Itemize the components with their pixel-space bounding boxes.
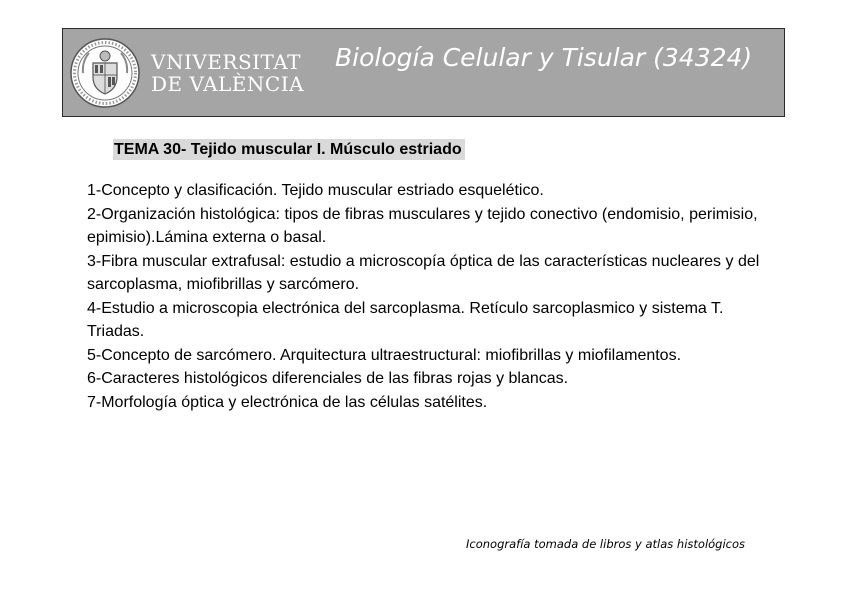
list-item: 5-Concepto de sarcómero. Arquitectura ultraestructural: miofibrillas y miofilamentos.	[87, 346, 682, 364]
header-banner	[62, 28, 785, 117]
list-item: 2-Organización histológica: tipos de fibras musculares y tejido conectivo (endomisio, perimisio, epimisio).Lámina externa o basal.	[87, 205, 758, 246]
syllabus-list	[87, 179, 777, 414]
list-item: 6-Caracteres histológicos diferenciales de las fibras rojas y blancas.	[87, 370, 569, 387]
list-item: 3-Fibra muscular extrafusal: estudio a microscopía óptica de las características nucleares y del sarcoplasma, miofibrillas y sarcómero.	[87, 252, 760, 293]
list-item: 1-Concepto y clasificación. Tejido muscular estriado esquelético.	[87, 182, 544, 199]
course-title: Biología Celular y Tisular (34324)	[335, 43, 753, 72]
footer-note: Iconografía tomada de libros y atlas histológicos	[466, 537, 746, 551]
university-name-line2: DE VALÈNCIA	[151, 72, 305, 96]
topic-title: TEMA 30- Tejido muscular I. Músculo estriado	[113, 139, 465, 160]
university-seal-icon	[69, 37, 141, 109]
university-name-line1: VNIVERSITAT	[151, 50, 301, 74]
list-item: 4-Estudio a microscopia electrónica del sarcoplasma. Retículo sarcoplasmico y sistema T. Triadas.	[87, 299, 724, 340]
university-name	[151, 51, 304, 95]
list-item: 7-Morfología óptica y electrónica de las células satélites.	[87, 393, 488, 411]
